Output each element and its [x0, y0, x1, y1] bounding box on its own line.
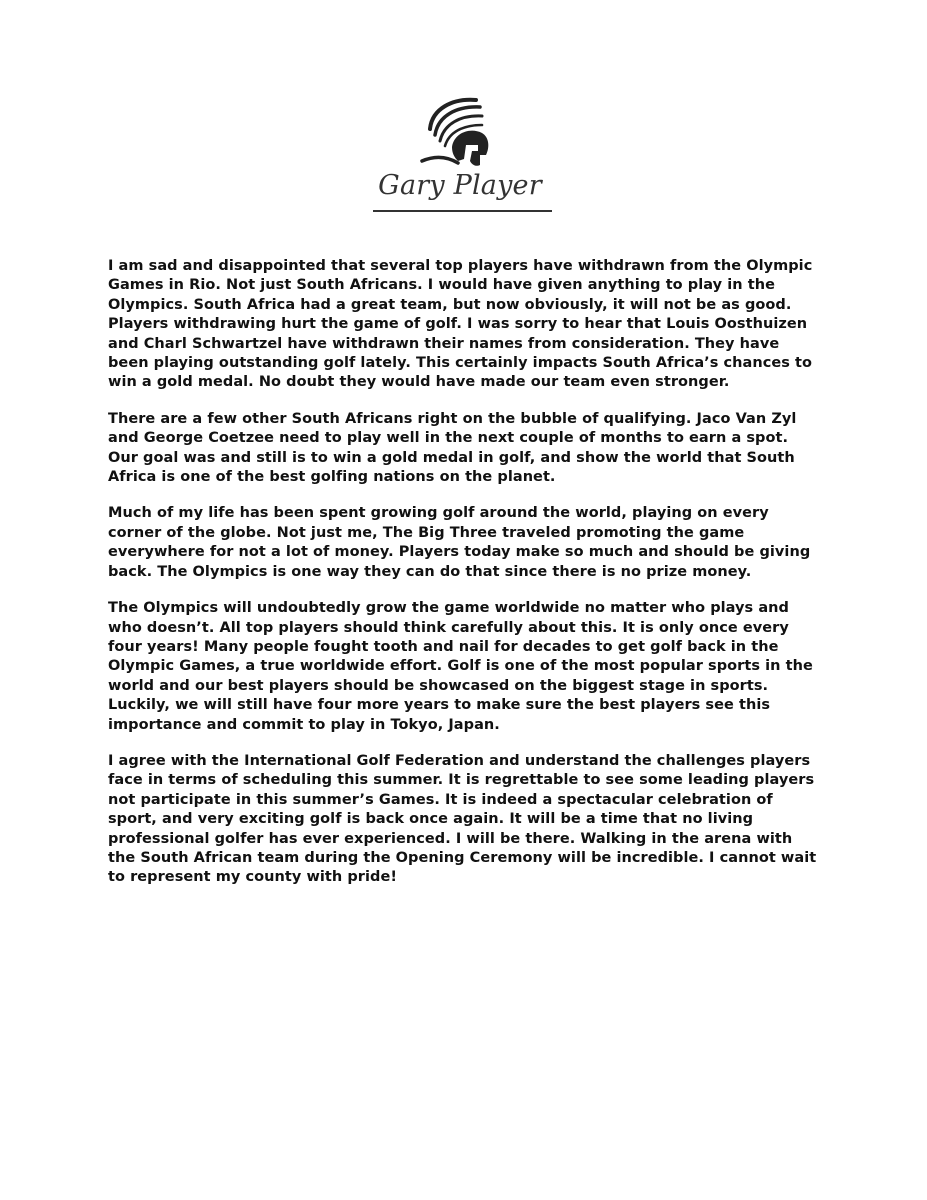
- letterhead: [360, 95, 560, 215]
- spartan-helmet-icon: [418, 95, 498, 171]
- letter-paragraph-4: The Olympics will undoubtedly grow the game worldwide no matter who plays and who doesn’t. All top players should think carefully about this. It is only once every four years! Many people fought tooth and nail for decades to get golf back in the Olympic Games, a true worldwide effort. Golf is one of the most popular sports in the world and our best players should be showcased on the biggest stage in sports. Luckily, we will still have four more years to make sure the best players see this importance and commit to play in Tokyo, Japan.: [108, 600, 813, 733]
- brand-wordmark: Gary Player: [378, 170, 542, 201]
- letter-paragraph-5: I agree with the International Golf Federation and understand the challenges players face in terms of scheduling this summer. It is regrettable to see some leading players not participate in this summer’s Games. It is indeed a spectacular celebration of sport, and very exciting golf is back once again. It will be a time that no living professional golfer has ever experienced. I will be there. Walking in the arena with the South African team during the Opening Ceremony will be incredible. I cannot wait to represent my county with pride!: [108, 752, 817, 886]
- letter-body: [108, 257, 820, 905]
- letter-paragraph-1: I am sad and disappointed that several top players have withdrawn from the Olympic Games in Rio. Not just South Africans. I would have given anything to play in the Olympics. South Africa had a great team, but now obviously, it will not be as good. Players withdrawing hurt the game of golf. I was sorry to hear that Louis Oosthuizen and Charl Schwartzel have withdrawn their names from consideration. They have been playing outstanding golf lately. This certainly impacts South Africa’s chances to win a gold medal. No doubt they would have made our team even stronger.: [108, 258, 813, 391]
- letter-paragraph-3: Much of my life has been spent growing golf around the world, playing on every corner of the globe. Not just me, The Big Three traveled promoting the game everywhere for not a lot of money. Players today make so much and should be giving back. The Olympics is one way they can do that since there is no prize money.: [108, 505, 811, 580]
- letter-paragraph-2: There are a few other South Africans right on the bubble of qualifying. Jaco Van Zyl and George Coetzee need to play well in the next couple of months to earn a spot. Our goal was and still is to win a gold medal in golf, and show the world that South Africa is one of the best golfing nations on the planet.: [108, 410, 797, 486]
- letterhead-rule: [373, 210, 552, 212]
